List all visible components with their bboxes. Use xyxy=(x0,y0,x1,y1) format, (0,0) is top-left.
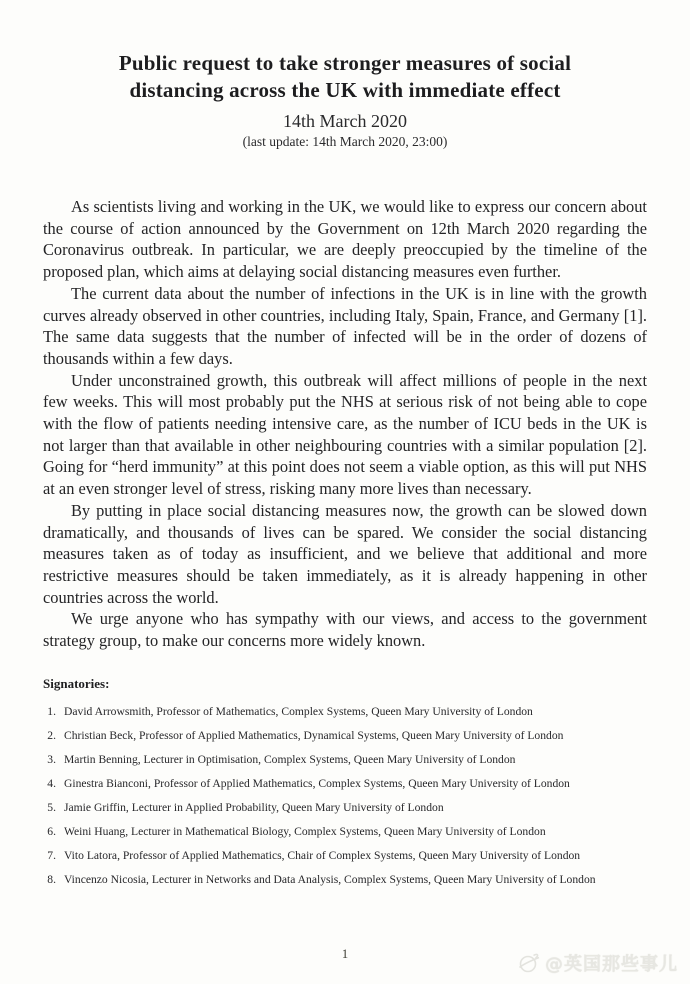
signatory-text: Jamie Griffin, Lecturer in Applied Probability, Queen Mary University of London xyxy=(64,800,444,814)
signatory-item xyxy=(43,800,647,815)
globe-watermark-icon xyxy=(517,951,541,975)
signatory-number: 1. xyxy=(47,704,56,718)
document-date: 14th March 2020 xyxy=(283,111,407,131)
signatory-number: 3. xyxy=(47,752,56,766)
paragraph: As scientists living and working in the UK, we would like to express our concern about the course of action announced by the Government on 12th March 2020 regarding the Coronavirus outbreak. In particular, we are deeply preoccupied by the timeline of the proposed plan, which aims at delaying social distancing measures even further. xyxy=(43,197,647,282)
signatory-number: 4. xyxy=(47,776,56,790)
paragraph: We urge anyone who has sympathy with our views, and access to the government strategy group, to make our concerns more widely known. xyxy=(43,609,647,651)
signatories-section xyxy=(0,676,690,887)
signatory-text: Vincenzo Nicosia, Lecturer in Networks and Data Analysis, Complex Systems, Queen Mary University of London xyxy=(64,872,596,886)
document-header xyxy=(0,0,690,150)
signatory-number: 6. xyxy=(47,824,56,838)
page-number: 1 xyxy=(341,947,349,961)
signatory-text: Christian Beck, Professor of Applied Mathematics, Dynamical Systems, Queen Mary University of London xyxy=(64,728,564,742)
signatories-list xyxy=(43,704,647,887)
signatory-item xyxy=(43,704,647,719)
document-title-line-1: Public request to take stronger measures of social xyxy=(118,51,572,75)
paragraph: By putting in place social distancing measures now, the growth can be slowed down dramatically, and thousands of lives can be spared. We consider the social distancing measures taken as of today as insufficient, and we believe that additional and more restrictive measures should be taken immediately, as it is already happening in other countries across the world. xyxy=(43,500,647,607)
signatory-text: Vito Latora, Professor of Applied Mathematics, Chair of Complex Systems, Queen Mary University of London xyxy=(64,848,581,862)
signatories-heading: Signatories: xyxy=(43,675,110,691)
watermark xyxy=(517,950,678,976)
signatory-item xyxy=(43,872,647,887)
document-last-update: (last update: 14th March 2020, 23:00) xyxy=(242,134,448,149)
watermark-text: @英国那些事儿 xyxy=(545,954,678,975)
signatory-item xyxy=(43,752,647,767)
signatory-text: Martin Benning, Lecturer in Optimisation, Complex Systems, Queen Mary University of London xyxy=(64,752,516,766)
signatory-text: Weini Huang, Lecturer in Mathematical Biology, Complex Systems, Queen Mary University of London xyxy=(64,824,546,838)
signatory-item xyxy=(43,776,647,791)
signatory-number: 5. xyxy=(47,800,56,814)
signatory-text: Ginestra Bianconi, Professor of Applied Mathematics, Complex Systems, Queen Mary University of London xyxy=(64,776,570,790)
signatory-number: 7. xyxy=(47,848,56,862)
signatory-text: David Arrowsmith, Professor of Mathematics, Complex Systems, Queen Mary University of London xyxy=(64,704,533,718)
document-body xyxy=(0,196,690,652)
paragraph: Under unconstrained growth, this outbreak will affect millions of people in the next few weeks. This will most probably put the NHS at serious risk of not being able to cope with the flow of patients needing intensive care, as the number of ICU beds in the UK is not larger than that available in other neighbouring countries with a similar population [2]. Going for “herd immunity” at this point does not seem a viable option, as this will put NHS at an even stronger level of stress, risking many more lives than necessary. xyxy=(43,370,647,499)
signatory-number: 2. xyxy=(47,728,56,742)
document-title-line-2: distancing across the UK with immediate effect xyxy=(129,78,561,102)
signatory-item xyxy=(43,848,647,863)
signatory-number: 8. xyxy=(47,872,56,886)
paragraph: The current data about the number of infections in the UK is in line with the growth curves already observed in other countries, including Italy, Spain, France, and Germany [1]. The same data suggests that the number of infected will be in the order of dozens of thousands within a few days. xyxy=(43,283,647,368)
signatory-item xyxy=(43,728,647,743)
signatory-item xyxy=(43,824,647,839)
